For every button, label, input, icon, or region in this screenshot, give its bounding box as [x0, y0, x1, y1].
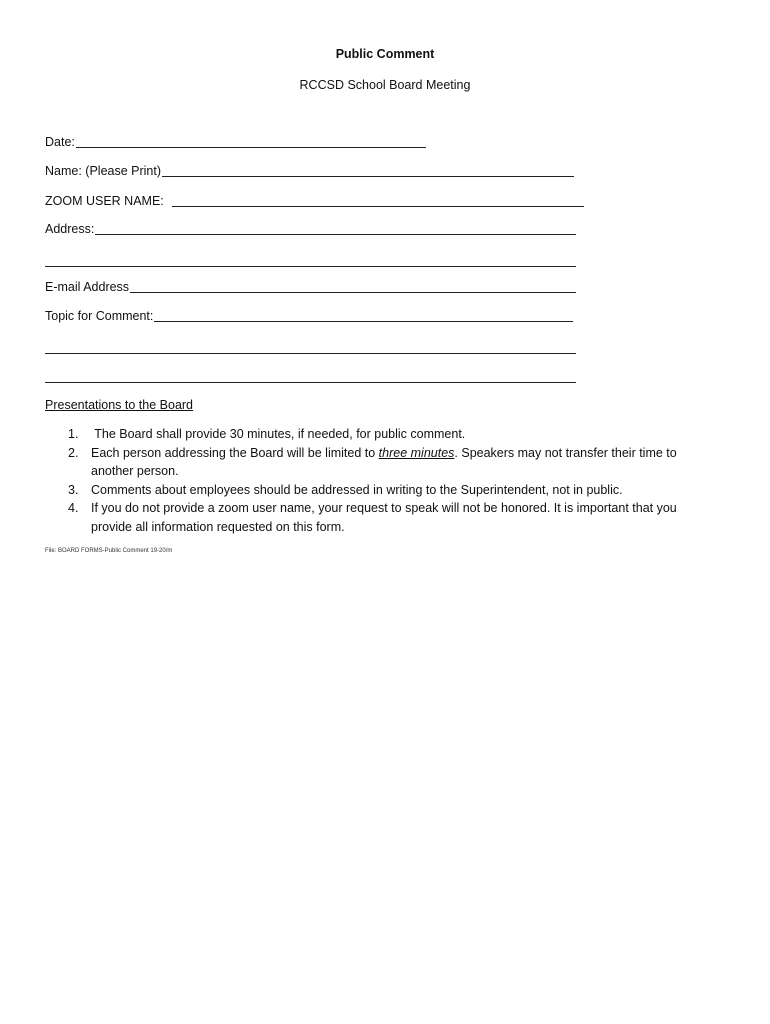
presentation-rules-list	[45, 425, 705, 536]
email-field[interactable]	[45, 280, 576, 294]
list-item-text: Comments about employees should be addressed in writing to the Superintendent, not in public.	[91, 482, 623, 497]
topic-field[interactable]	[45, 309, 573, 323]
name-label: Name: (Please Print)	[45, 164, 162, 178]
zoom-user-name-label: ZOOM USER NAME:	[45, 194, 164, 208]
page-subtitle: RCCSD School Board Meeting	[299, 78, 471, 92]
list-item-text: . Speakers may not transfer their time to another person.	[91, 445, 677, 478]
topic-line[interactable]	[154, 309, 573, 322]
address-field[interactable]	[45, 222, 576, 236]
address-label: Address:	[45, 222, 95, 236]
list-number: 4.	[68, 501, 79, 515]
name-field[interactable]	[45, 164, 574, 178]
address-line-2[interactable]	[45, 266, 576, 267]
list-number: 2.	[68, 445, 79, 460]
list-item-text: Each person addressing the Board will be limited to	[91, 445, 379, 460]
topic-line-2[interactable]	[45, 353, 576, 354]
email-label: E-mail Address	[45, 280, 130, 294]
page-title: Public Comment	[335, 47, 435, 61]
list-number: 1.	[68, 427, 79, 441]
date-line[interactable]	[76, 135, 426, 148]
date-field[interactable]	[45, 135, 426, 149]
emphasis-text: three minutes	[378, 445, 455, 460]
email-line[interactable]	[130, 280, 576, 293]
name-line[interactable]	[162, 164, 574, 177]
list-number: 3.	[68, 482, 79, 497]
date-label: Date:	[45, 135, 75, 149]
address-line[interactable]	[95, 222, 576, 235]
list-item-text: The Board shall provide 30 minutes, if needed, for public comment.	[91, 427, 466, 441]
topic-label: Topic for Comment:	[45, 309, 154, 323]
zoom-user-name-field[interactable]	[45, 194, 584, 208]
presentations-heading: Presentations to the Board	[45, 398, 194, 412]
topic-line-3[interactable]	[45, 382, 576, 383]
zoom-user-name-line[interactable]	[172, 194, 584, 207]
file-footer-note: File: BOARD FORMS-Public Comment 19-20/m	[45, 548, 173, 554]
list-item-text: If you do not provide a zoom user name, your request to speak will not be honored. It is important that you provide all information requested on this form.	[91, 501, 677, 534]
list-item	[45, 481, 705, 500]
list-item	[45, 499, 705, 536]
list-item	[45, 444, 705, 481]
list-item	[45, 425, 705, 444]
